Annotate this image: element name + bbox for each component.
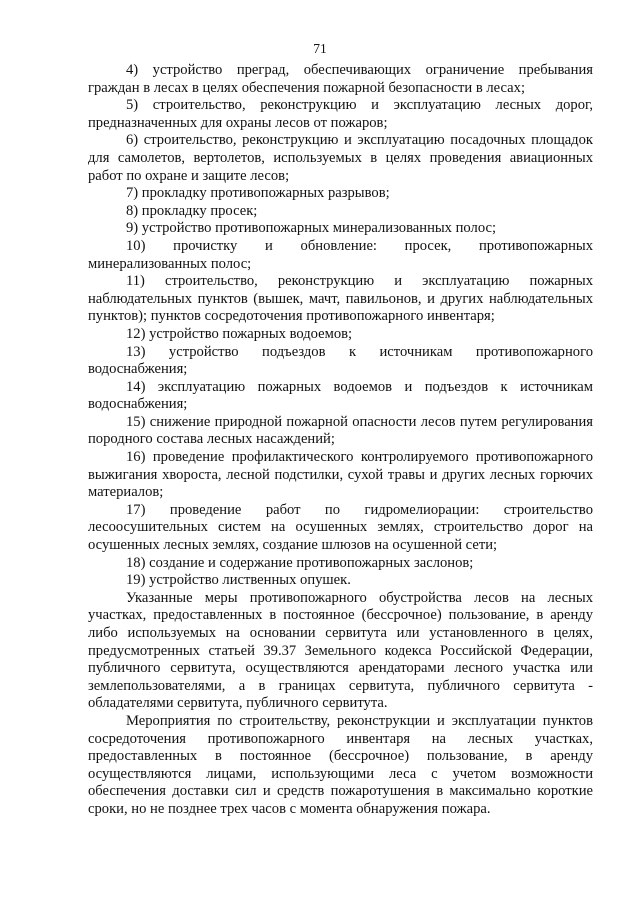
list-item-16: 16) проведение профилактического контролируемого противопожарного выжигания хвороста, лесной подстилки, сухой травы и других лесных горючих материалов; xyxy=(88,449,593,501)
list-item-18: 18) создание и содержание противопожарных заслонов; xyxy=(126,554,474,571)
list-item-8: 8) прокладку просек; xyxy=(126,202,258,219)
list-item-7: 7) прокладку противопожарных разрывов; xyxy=(126,185,390,202)
document-body xyxy=(88,62,593,819)
list-item-5: 5) строительство, реконструкцию и эксплуатацию лесных дорог, предназначенных для охраны лесов от пожаров; xyxy=(88,97,593,131)
list-item-19: 19) устройство лиственных опушек. xyxy=(126,572,351,589)
list-item-6: 6) строительство, реконструкцию и эксплуатацию посадочных площадок для самолетов, вертолетов, используемых в целях проведения авиационных работ по охране и защите лесов; xyxy=(88,132,593,184)
list-item-12: 12) устройство пожарных водоемов; xyxy=(126,325,353,342)
list-item-14: 14) эксплуатацию пожарных водоемов и подъездов к источникам водоснабжения; xyxy=(88,378,593,413)
list-item-17: 17) проведение работ по гидромелиорации: строительство лесоосушительных систем на осушенных землях, строительство дорог на осушенных лесных землях, создание шлюзов на осушенной сети; xyxy=(88,501,593,554)
list-item-11: 11) строительство, реконструкцию и эксплуатацию пожарных наблюдательных пунктов (вышек, мачт, павильонов, и других наблюдательных пунктов); пунктов сосредоточения противопожарного инвентаря; xyxy=(88,273,593,325)
list-item-15: 15) снижение природной пожарной опасности лесов путем регулирования породного состава лесных насаждений; xyxy=(88,413,593,448)
list-item-10: 10) прочистку и обновление: просек, противопожарных минерализованных полос; xyxy=(88,237,593,272)
list-item-9: 9) устройство противопожарных минерализованных полос; xyxy=(126,220,497,237)
page-number: 71 xyxy=(313,41,327,56)
list-item-4: 4) устройство преград, обеспечивающих ограничение пребывания граждан в лесах в целях обеспечения пожарной безопасности в лесах; xyxy=(88,62,593,96)
paragraph-measures-responsibility: Указанные меры противопожарного обустройства лесов на лесных участках, предоставленных в постоянное (бессрочное) пользование, в аренду либо используемых на основании сервитута или установленного в целях, предусмотренных статьей 39.37 Земельного кодекса Российской Федерации, публичного сервитута, осуществляются арендаторами лесного участка или землепользователями, а в границах сервитута, публичного сервитута - обладателями сервитута, публичного сервитута. xyxy=(88,589,593,712)
paragraph-equipment-points: Мероприятия по строительству, реконструкции и эксплуатации пунктов сосредоточения противопожарного инвентаря на лесных участках, предоставленных в постоянное (бессрочное) пользование, в аренду осуществляются лицами, использующими леса с учетом возможности обеспечения доставки сил и средств пожаротушения в максимально короткие сроки, но не позднее трех часов с момента обнаружения пожара. xyxy=(88,712,593,817)
list-item-13: 13) устройство подъездов к источникам противопожарного водоснабжения; xyxy=(88,343,593,378)
